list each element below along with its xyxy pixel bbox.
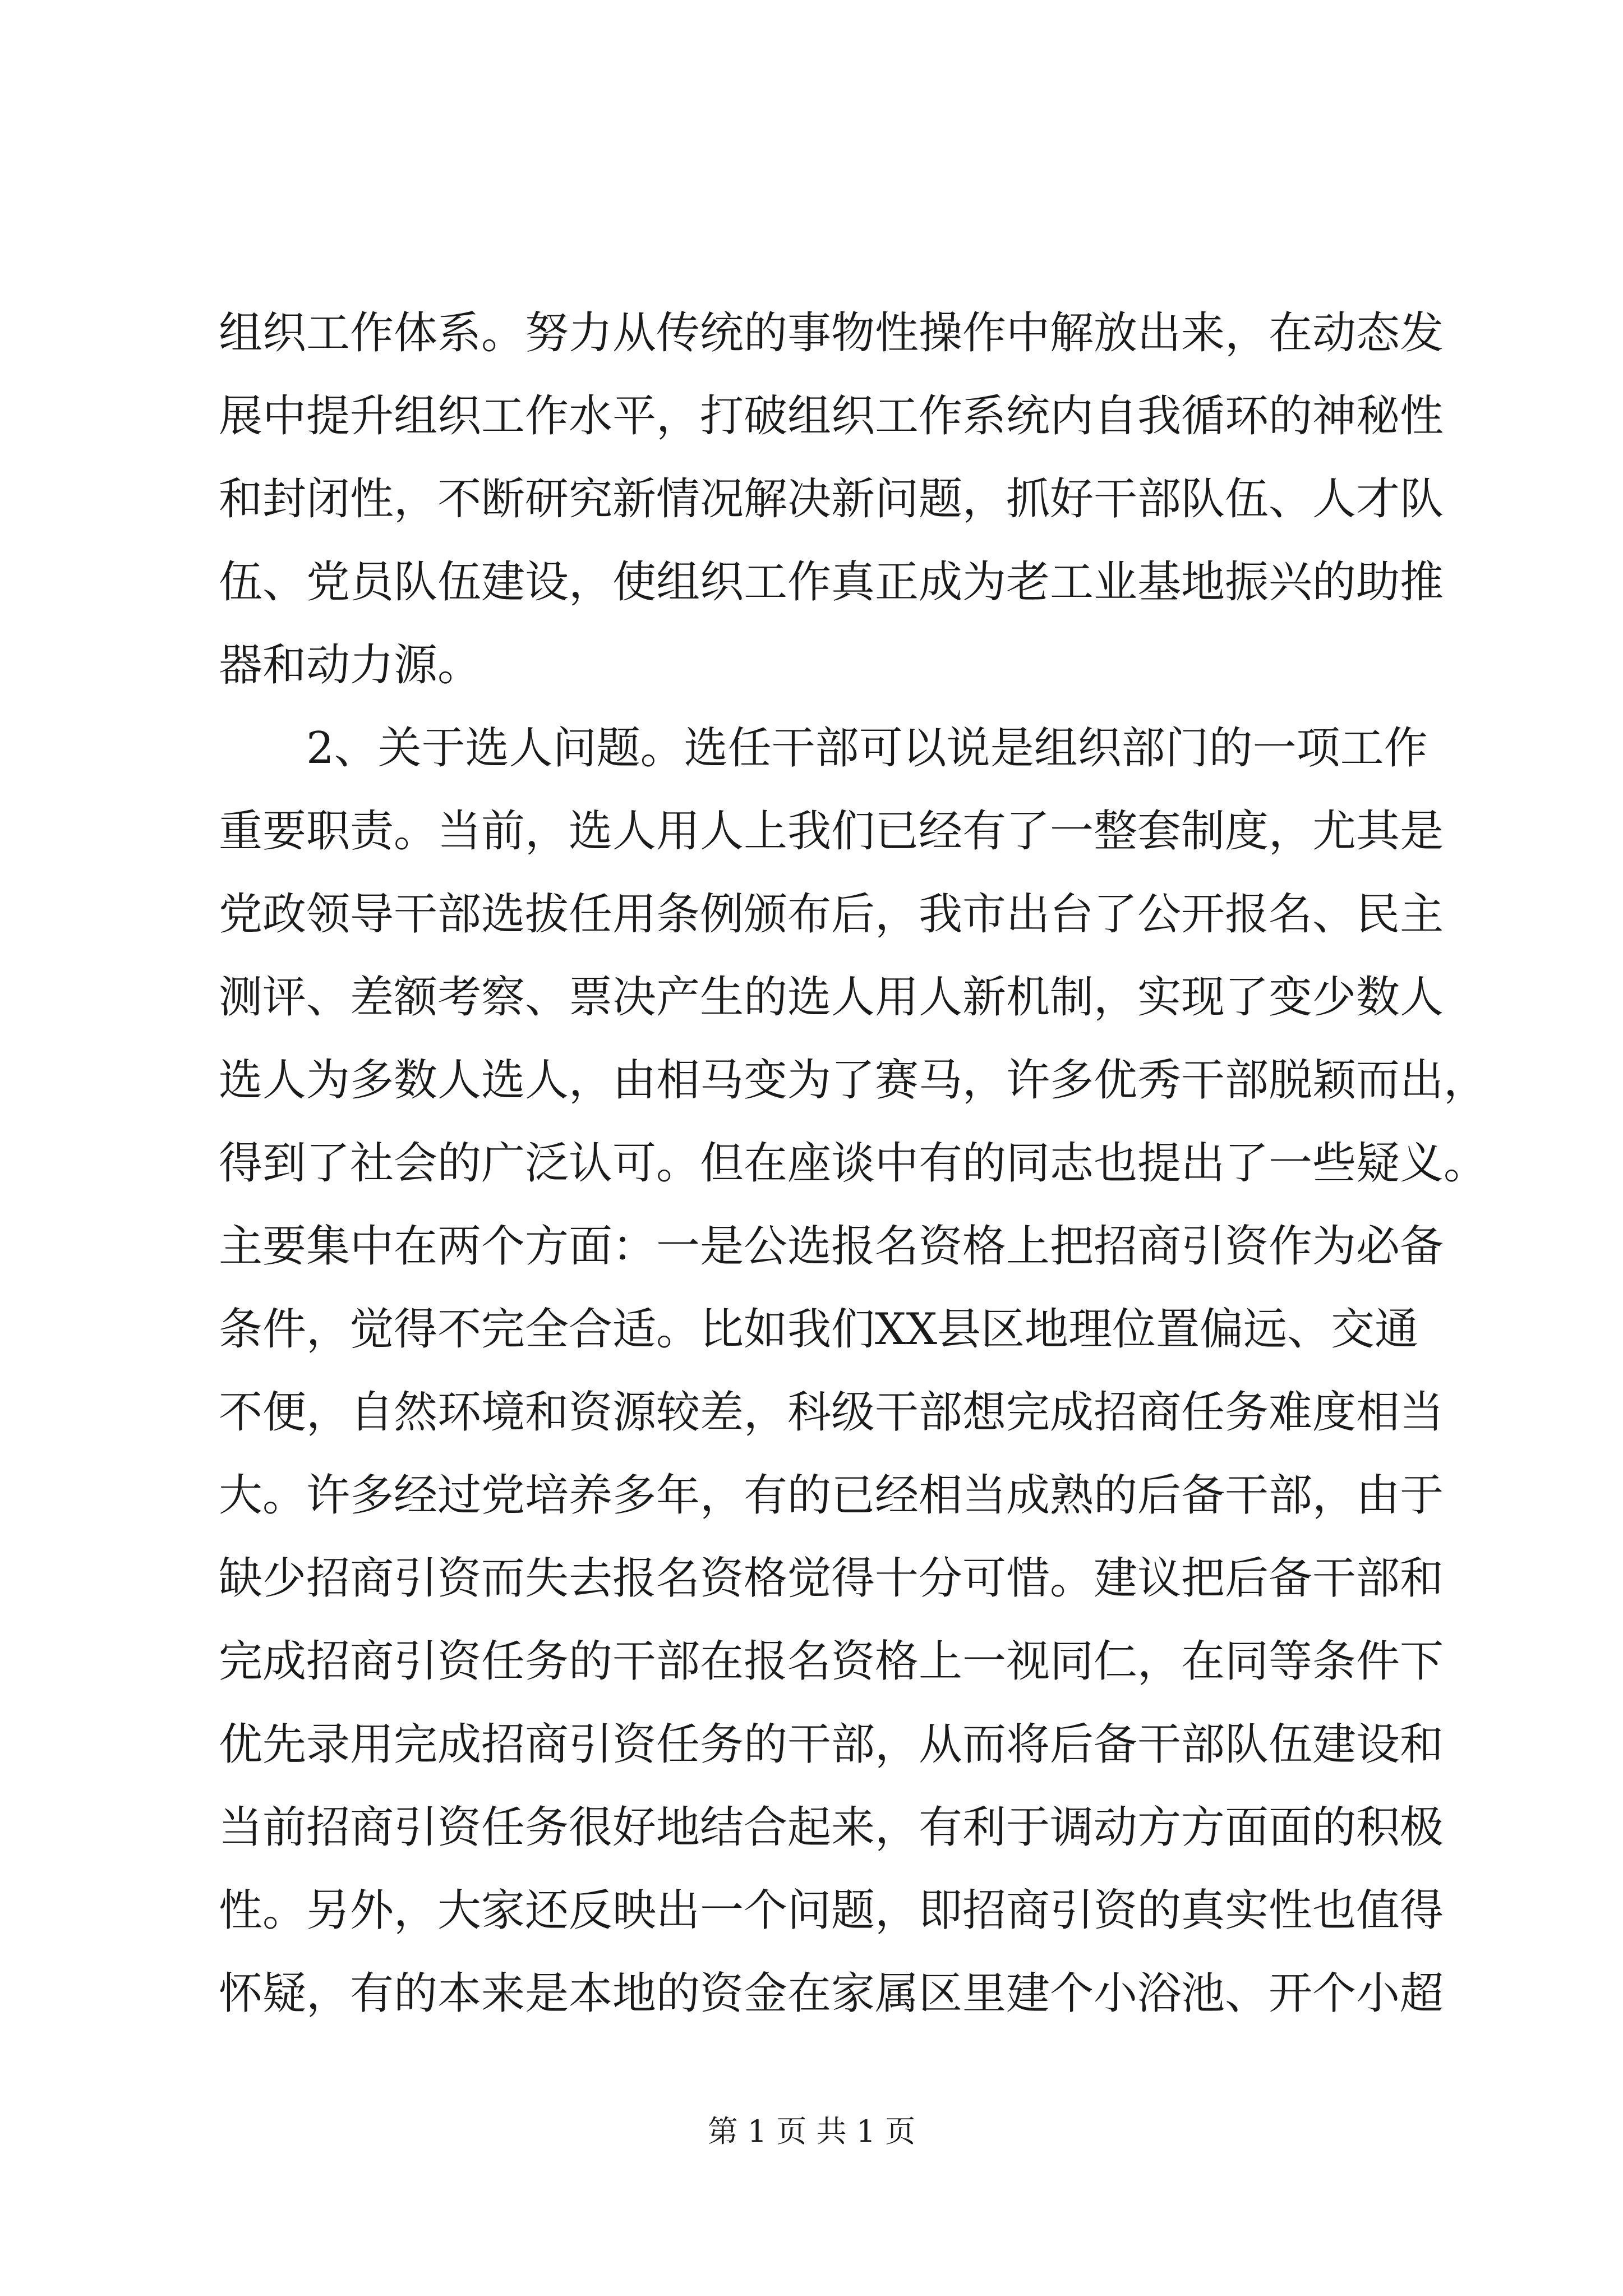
text-line: 大。许多经过党培养多年，有的已经相当成熟的后备干部，由于 (219, 1470, 1444, 1521)
text-line: 组织工作体系。努力从传统的事物性操作中解放出来，在动态发 (219, 308, 1444, 358)
text-line: 完成招商引资任务的干部在报名资格上一视同仁，在同等条件下 (219, 1636, 1444, 1687)
text-line: 怀疑，有的本来是本地的资金在家属区里建个小浴池、开个小超 (219, 1968, 1444, 2019)
text-line: 伍、党员队伍建设，使组织工作真正成为老工业基地振兴的助推 (219, 557, 1444, 608)
text-line: 器和动力源。 (219, 640, 482, 691)
text-line: 展中提升组织工作水平，打破组织工作系统内自我循环的神秘性 (219, 391, 1444, 441)
page-footer (0, 2109, 1623, 2154)
text-line: 得到了社会的广泛认可。但在座谈中有的同志也提出了一些疑义。 (219, 1138, 1488, 1189)
paragraph-1 (219, 292, 1444, 707)
text-line: 重要职责。当前，选人用人上我们已经有了一整套制度，尤其是 (219, 806, 1444, 857)
text-line: 选人为多数人选人，由相马变为了赛马，许多优秀干部脱颖而出， (219, 1055, 1488, 1106)
text-line: 党政领导干部选拔任用条例颁布后，我市出台了公开报名、民主 (219, 889, 1444, 940)
text-line: 主要集中在两个方面：一是公选报名资格上把招商引资作为必备 (219, 1221, 1444, 1272)
paragraph-2 (219, 707, 1488, 2035)
document-body (219, 292, 1488, 2035)
text-line: 2、关于选人问题。选任干部可以说是组织部门的一项工作 (306, 723, 1428, 774)
text-line: 优先录用完成招商引资任务的干部，从而将后备干部队伍建设和 (219, 1719, 1444, 1770)
text-line: 缺少招商引资而失去报名资格觉得十分可惜。建议把后备干部和 (219, 1553, 1444, 1604)
text-line: 不便，自然环境和资源较差，科级干部想完成招商任务难度相当 (219, 1387, 1444, 1438)
text-line: 性。另外，大家还反映出一个问题，即招商引资的真实性也值得 (219, 1885, 1444, 1936)
text-line: 测评、差额考察、票决产生的选人用人新机制，实现了变少数人 (219, 972, 1444, 1023)
text-line: 当前招商引资任务很好地结合起来，有利于调动方方面面的积极 (219, 1802, 1444, 1853)
page-number-label: 第 1 页 共 1 页 (707, 2114, 916, 2149)
text-line: 和封闭性，不断研究新情况解决新问题，抓好干部队伍、人才队 (219, 474, 1444, 524)
text-line: 条件，觉得不完全合适。比如我们XX县区地理位置偏远、交通 (219, 1304, 1419, 1355)
